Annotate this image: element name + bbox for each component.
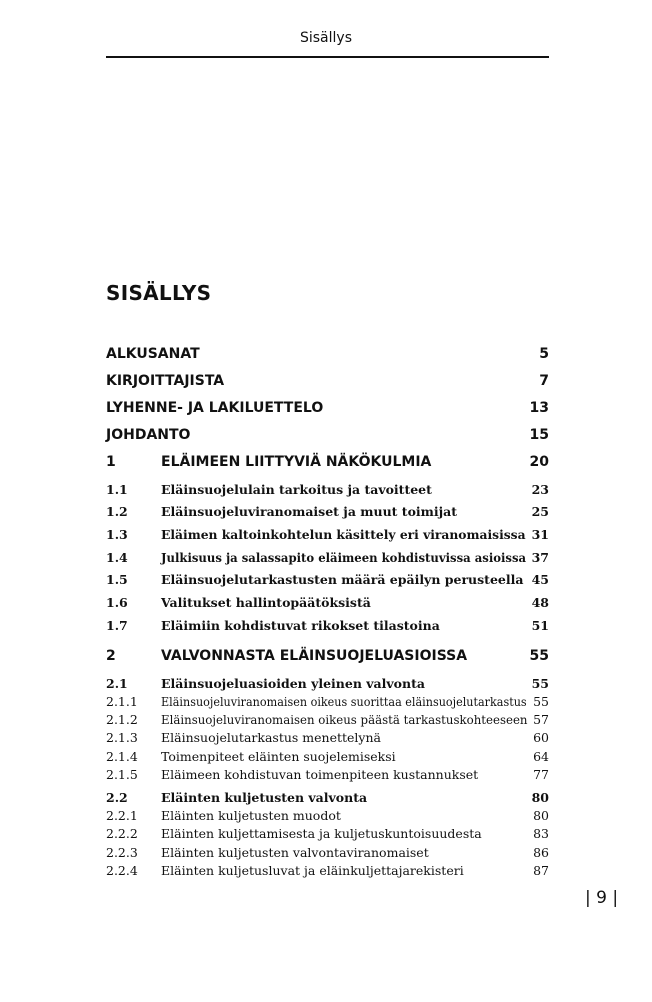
toc-subsection-number: 2.1.5: [106, 767, 138, 782]
toc-entry[interactable]: [106, 398, 549, 418]
page-number: | 9 |: [585, 888, 619, 908]
toc-subsection[interactable]: [106, 710, 549, 730]
toc-subsection-label: Eläinten kuljetusten valvontaviranomaiset: [161, 845, 429, 860]
toc-section-number: 1.1: [106, 482, 128, 497]
toc-subsection-label: Eläinsuojelutarkastus menettelynä: [161, 730, 381, 745]
toc-subsection-page: 77: [533, 767, 549, 782]
toc-entry-label: JOHDANTO: [106, 427, 191, 443]
toc-section-number: 2.1: [106, 676, 128, 691]
toc-chapter-label: ELÄIMEEN LIITTYVIÄ NÄKÖKULMIA: [161, 454, 432, 470]
toc-entry-page: 7: [539, 373, 549, 389]
toc-section-page: 55: [531, 676, 549, 691]
toc-entry[interactable]: [106, 425, 549, 445]
toc-subsection-label: Toimenpiteet eläinten suojelemiseksi: [161, 749, 396, 764]
toc-subsection-number: 2.1.1: [106, 694, 138, 709]
toc-entry[interactable]: [106, 371, 549, 391]
toc-subsection-label: Eläinsuojeluviranomaisen oikeus suorittaa eläinsuojelutarkastus: [161, 694, 527, 709]
toc-chapter-number: 1: [106, 454, 116, 470]
toc-section[interactable]: [106, 570, 549, 590]
toc-section-page: 51: [531, 618, 549, 633]
toc-section-label: Eläinsuojelulain tarkoitus ja tavoitteet: [161, 482, 432, 497]
toc-subsection-number: 2.1.4: [106, 749, 138, 764]
toc-section-page: 45: [531, 572, 549, 587]
toc-entry-label: ALKUSANAT: [106, 346, 200, 362]
toc-section-label: Eläimiin kohdistuvat rikokset tilastoina: [161, 618, 440, 633]
toc-section-label: Julkisuus ja salassapito eläimeen kohdistuvissa asioissa: [161, 550, 527, 565]
toc-section[interactable]: [106, 502, 549, 522]
toc-section-page: 25: [531, 504, 549, 519]
toc-subsection-number: 2.2.4: [106, 863, 138, 878]
toc-chapter-label: VALVONNASTA ELÄINSUOJELUASIOISSA: [161, 648, 468, 664]
toc-subsection-page: 80: [533, 808, 549, 823]
toc-section[interactable]: [106, 525, 549, 545]
toc-section-label: Valitukset hallintopäätöksistä: [161, 595, 371, 610]
toc-chapter[interactable]: [106, 452, 549, 472]
toc-entry-page: 5: [539, 346, 549, 362]
toc-subsection-page: 83: [533, 826, 549, 841]
toc-subsection[interactable]: [106, 765, 549, 785]
toc-subsection[interactable]: [106, 861, 549, 881]
toc-subsection-number: 2.2.2: [106, 826, 138, 841]
toc-chapter-page: 20: [529, 454, 549, 470]
toc-subsection[interactable]: [106, 843, 549, 863]
toc-section-number: 1.6: [106, 595, 128, 610]
toc-entry-page: 13: [529, 400, 549, 416]
toc-section-label: Eläinsuojeluviranomaiset ja muut toimijat: [161, 504, 458, 519]
toc-section-page: 31: [531, 527, 549, 542]
toc-subsection-page: 64: [533, 749, 549, 764]
toc-subsection-page: 87: [533, 863, 549, 878]
toc-chapter-number: 2: [106, 648, 116, 664]
toc-section-number: 1.5: [106, 572, 128, 587]
toc-subsection-number: 2.1.3: [106, 730, 138, 745]
toc-section[interactable]: [106, 788, 549, 808]
toc-subsection-number: 2.2.1: [106, 808, 138, 823]
toc-subsection-number: 2.2.3: [106, 845, 138, 860]
header-rule: [106, 56, 549, 58]
toc-section-page: 48: [531, 595, 549, 610]
toc-section-number: 1.4: [106, 550, 128, 565]
toc-section[interactable]: [106, 548, 549, 568]
toc-section-number: 1.7: [106, 618, 128, 633]
toc-section-page: 37: [531, 550, 549, 565]
toc-subsection-page: 86: [533, 845, 549, 860]
toc-subsection[interactable]: [106, 692, 549, 712]
toc-section[interactable]: [106, 593, 549, 613]
toc-section-page: 80: [531, 790, 549, 805]
toc-subsection[interactable]: [106, 824, 549, 844]
toc-subsection-page: 55: [533, 694, 549, 709]
toc-title: SISÄLLYS: [106, 281, 212, 305]
toc-section-label: Eläimen kaltoinkohtelun käsittely eri viranomaisissa: [161, 527, 526, 542]
toc-section-number: 1.3: [106, 527, 128, 542]
toc-subsection-label: Eläinten kuljetusluvat ja eläinkuljettajarekisteri: [161, 863, 464, 878]
toc-entry[interactable]: [106, 344, 549, 364]
toc-section[interactable]: [106, 674, 549, 694]
toc-entry-label: KIRJOITTAJISTA: [106, 373, 225, 389]
toc-subsection[interactable]: [106, 747, 549, 767]
running-header: Sisällys: [299, 30, 352, 46]
toc-subsection-page: 60: [533, 730, 549, 745]
toc-section-number: 2.2: [106, 790, 128, 805]
toc-entry-page: 15: [529, 427, 549, 443]
toc-subsection-label: Eläinten kuljetusten muodot: [161, 808, 341, 823]
toc-subsection[interactable]: [106, 806, 549, 826]
toc-subsection[interactable]: [106, 728, 549, 748]
toc-entry-label: LYHENNE- JA LAKILUETTELO: [106, 400, 324, 416]
toc-subsection-label: Eläimeen kohdistuvan toimenpiteen kustannukset: [161, 767, 479, 782]
toc-section[interactable]: [106, 616, 549, 636]
toc-chapter[interactable]: [106, 646, 549, 666]
toc-chapter-page: 55: [529, 648, 549, 664]
toc-section-label: Eläinsuojelutarkastusten määrä epäilyn perusteella: [161, 572, 524, 587]
toc-section-label: Eläinten kuljetusten valvonta: [161, 790, 368, 805]
toc-subsection-number: 2.1.2: [106, 712, 138, 727]
toc-subsection-label: Eläinsuojeluviranomaisen oikeus päästä tarkastuskohteeseen: [161, 712, 528, 727]
toc-section-page: 23: [531, 482, 549, 497]
toc-subsection-label: Eläinten kuljettamisesta ja kuljetuskuntoisuudesta: [161, 826, 482, 841]
toc-section-label: Eläinsuojeluasioiden yleinen valvonta: [161, 676, 425, 691]
toc-section-number: 1.2: [106, 504, 128, 519]
toc-section[interactable]: [106, 480, 549, 500]
toc-subsection-page: 57: [533, 712, 549, 727]
